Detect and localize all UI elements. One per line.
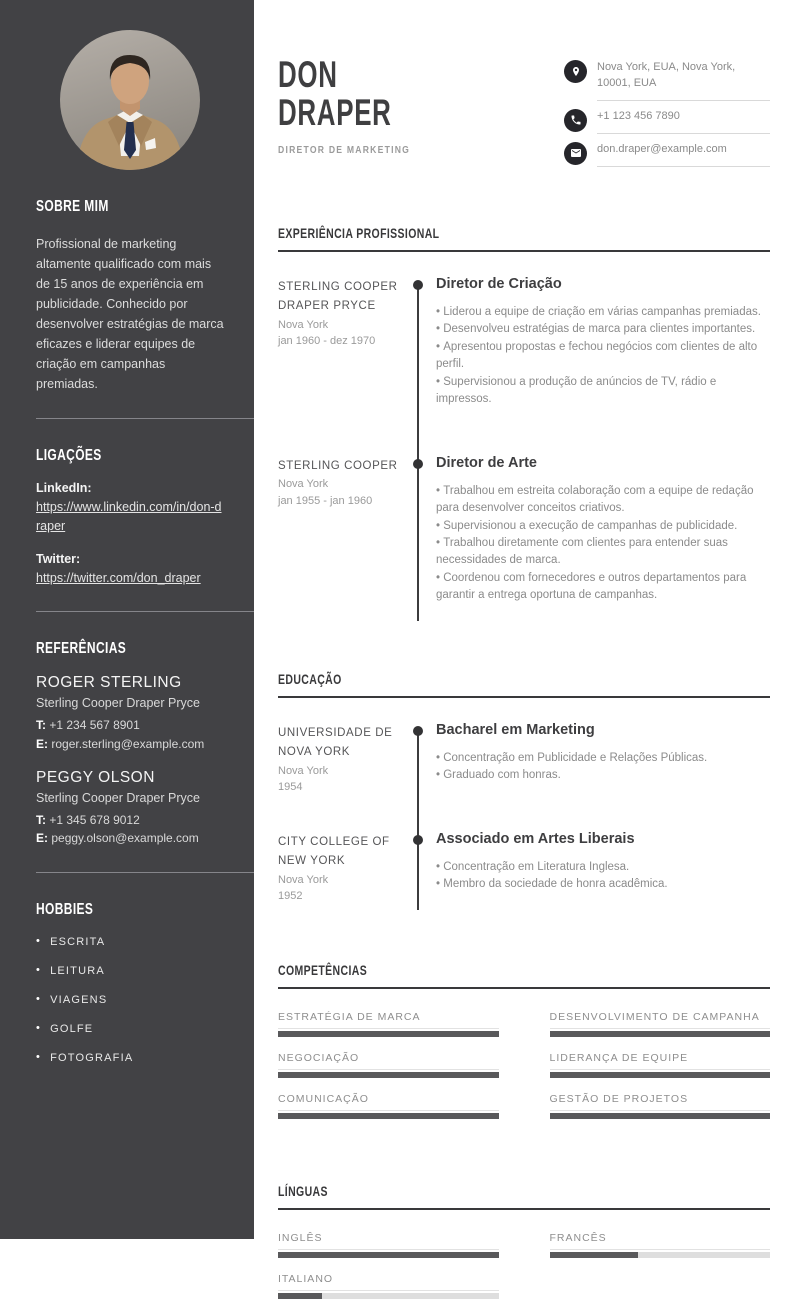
sidebar	[0, 0, 254, 1239]
job-title: DIRETOR DE MARKETING	[278, 144, 411, 157]
reference-name: PEGGY OLSON	[36, 769, 155, 787]
profile-photo	[60, 30, 200, 170]
reference-company: Sterling Cooper Draper Pryce	[36, 696, 200, 711]
contact-phone: +1 123 456 7890	[597, 109, 770, 134]
skill-label: DESENVOLVIMENTO DE CAMPANHA	[550, 1011, 771, 1029]
link-label: LinkedIn:	[36, 481, 92, 495]
person-name	[278, 56, 440, 132]
contact-row-email	[564, 142, 770, 167]
skill-bar	[278, 1113, 499, 1119]
main-content	[254, 0, 794, 1285]
graduation-year: 1954	[278, 781, 303, 794]
portrait-illustration	[60, 30, 200, 170]
linkedin-link[interactable]: https://www.linkedin.com/in/don-draper	[36, 500, 222, 533]
education-section	[278, 671, 770, 910]
timeline-dot-icon	[413, 280, 423, 290]
reference-phone: T: +1 345 678 9012	[36, 813, 140, 828]
references-heading: REFERÊNCIAS	[36, 640, 127, 658]
employment-dates: jan 1955 - jan 1960	[278, 494, 373, 507]
skills-heading: COMPETÊNCIAS	[278, 962, 770, 989]
bullet-item: • Coordenou com fornecedores e outros departamentos para garantir a entrega oportuna de campanhas.	[436, 570, 770, 605]
location-pin-icon	[564, 60, 587, 83]
first-name: DON	[278, 54, 338, 95]
timeline	[400, 831, 436, 910]
timeline	[400, 276, 436, 455]
skill-item	[278, 1011, 499, 1037]
bullet-item: • Concentração em Publicidade e Relações Públicas.	[436, 750, 770, 767]
bullet-dot-icon: •	[36, 993, 42, 1006]
contact-block	[564, 56, 770, 175]
contact-email: don.draper@example.com	[597, 142, 770, 167]
skill-item	[550, 1052, 771, 1078]
graduation-year: 1952	[278, 890, 303, 903]
languages-section	[278, 1183, 770, 1299]
reference-name: ROGER STERLING	[36, 674, 182, 692]
contact-row-phone	[564, 109, 770, 134]
link-item-linkedin	[36, 481, 224, 536]
skills-section	[278, 962, 770, 1119]
experience-entries	[278, 276, 770, 621]
hobby-item: • FOTOGRAFIA	[36, 1051, 134, 1064]
skill-label: ESTRATÉGIA DE MARCA	[278, 1011, 499, 1029]
reference-item	[36, 674, 224, 753]
company-name: STERLING COOPER	[278, 459, 398, 472]
header	[278, 56, 770, 175]
language-item	[550, 1232, 771, 1258]
bullet-dot-icon: •	[36, 1022, 42, 1035]
language-item	[278, 1232, 499, 1258]
languages-grid	[278, 1232, 770, 1299]
skill-item	[278, 1052, 499, 1078]
reference-email: E: roger.sterling@example.com	[36, 736, 205, 751]
link-label: Twitter:	[36, 551, 81, 566]
language-label: FRANCÊS	[550, 1232, 771, 1250]
bullet-dot-icon: •	[36, 964, 42, 977]
education-entry	[278, 722, 770, 831]
phone-icon	[564, 109, 587, 132]
contact-row-address	[564, 60, 770, 101]
reference-company: Sterling Cooper Draper Pryce	[36, 791, 200, 806]
language-bar	[550, 1252, 771, 1258]
skills-grid	[278, 1011, 770, 1119]
sidebar-divider	[36, 611, 254, 612]
experience-entry	[278, 276, 770, 455]
skill-item	[550, 1011, 771, 1037]
bullet-item: • Trabalhou em estreita colaboração com a equipe de redação para desenvolver conceitos criativos.	[436, 483, 770, 518]
timeline-dot-icon	[413, 726, 423, 736]
bullet-item: • Desenvolveu estratégias de marca para clientes importantes.	[436, 321, 770, 338]
skill-label: GESTÃO DE PROJETOS	[550, 1093, 771, 1111]
skill-item	[278, 1093, 499, 1119]
bullet-item: • Liderou a equipe de criação em várias campanhas premiadas.	[436, 304, 770, 321]
reference-phone: T: +1 234 567 8901	[36, 718, 140, 733]
skill-bar	[278, 1072, 499, 1078]
job-position-title: Diretor de Arte	[436, 454, 537, 471]
skill-label: LIDERANÇA DE EQUIPE	[550, 1052, 771, 1070]
company-location: Nova York	[278, 318, 329, 331]
hobby-item: • LEITURA	[36, 964, 105, 977]
company-location: Nova York	[278, 478, 329, 491]
about-heading: SOBRE MIM	[36, 198, 109, 215]
links-heading: LIGAÇÕES	[36, 447, 102, 464]
employment-dates: jan 1960 - dez 1970	[278, 335, 376, 348]
language-label: ITALIANO	[278, 1273, 499, 1291]
hobby-item: • GOLFE	[36, 1022, 94, 1035]
links-section	[36, 447, 224, 587]
degree-title: Associado em Artes Liberais	[436, 830, 635, 847]
bullet-item: • Supervisionou a produção de anúncios de TV, rádio e impressos.	[436, 374, 770, 409]
skill-label: COMUNICAÇÃO	[278, 1093, 499, 1111]
bullet-dot-icon: •	[36, 935, 42, 948]
education-entries	[278, 722, 770, 910]
bullet-item: • Trabalhou diretamente com clientes para entender suas necessidades de marca.	[436, 535, 770, 570]
skill-bar	[278, 1031, 499, 1037]
references-section	[36, 640, 224, 848]
skill-bar	[550, 1072, 771, 1078]
envelope-icon	[564, 142, 587, 165]
twitter-link[interactable]: https://twitter.com/don_draper	[36, 570, 201, 585]
skill-item	[550, 1093, 771, 1119]
degree-title: Bacharel em Marketing	[436, 721, 595, 738]
skill-bar	[550, 1031, 771, 1037]
skill-bar	[550, 1113, 771, 1119]
reference-email: E: peggy.olson@example.com	[36, 831, 199, 846]
bullet-dot-icon: •	[36, 1051, 42, 1064]
company-name: STERLING COOPER DRAPER PRYCE	[278, 280, 398, 313]
hobby-item: • ESCRITA	[36, 935, 106, 948]
last-name: DRAPER	[278, 92, 392, 134]
bullet-item: • Apresentou propostas e fechou negócios com clientes de alto perfil.	[436, 339, 770, 374]
timeline-dot-icon	[413, 835, 423, 845]
hobby-item: • VIAGENS	[36, 993, 108, 1006]
timeline-dot-icon	[413, 459, 423, 469]
bullet-item: • Concentração em Literatura Inglesa.	[436, 859, 770, 876]
hobbies-heading: HOBBIES	[36, 900, 94, 918]
bullet-item: • Supervisionou a execução de campanhas de publicidade.	[436, 518, 770, 535]
timeline	[400, 455, 436, 621]
experience-section	[278, 225, 770, 621]
sidebar-divider	[36, 418, 254, 419]
timeline	[400, 722, 436, 831]
about-section	[36, 198, 224, 394]
experience-entry	[278, 455, 770, 621]
education-entry	[278, 831, 770, 910]
experience-heading: EXPERIÊNCIA PROFISSIONAL	[278, 225, 770, 252]
skill-label: NEGOCIAÇÃO	[278, 1052, 499, 1070]
languages-heading: LÍNGUAS	[278, 1183, 770, 1210]
contact-address: Nova York, EUA, Nova York, 10001, EUA	[597, 60, 770, 101]
language-bar	[278, 1293, 499, 1299]
reference-item	[36, 769, 224, 848]
name-block	[278, 56, 440, 175]
link-item-twitter	[36, 552, 224, 588]
language-bar	[278, 1252, 499, 1258]
hobbies-section	[36, 901, 224, 1064]
school-location: Nova York	[278, 764, 329, 777]
about-text: Profissional de marketing altamente qualificado com mais de 15 anos de experiência em publicidade. Conhecido por desenvolver estratégias de marca eficazes e liderar equipes de criação em campanhas premiadas.	[36, 237, 224, 391]
language-item	[278, 1273, 499, 1299]
school-name: UNIVERSIDADE DE NOVA YORK	[278, 726, 393, 759]
bullet-item: • Membro da sociedade de honra acadêmica.	[436, 876, 770, 893]
job-position-title: Diretor de Criação	[436, 275, 562, 292]
education-heading: EDUCAÇÃO	[278, 671, 770, 698]
language-label: INGLÊS	[278, 1232, 499, 1250]
school-name: CITY COLLEGE OF NEW YORK	[278, 835, 390, 868]
school-location: Nova York	[278, 873, 329, 886]
sidebar-divider	[36, 872, 254, 873]
bullet-item: • Graduado com honras.	[436, 767, 770, 784]
